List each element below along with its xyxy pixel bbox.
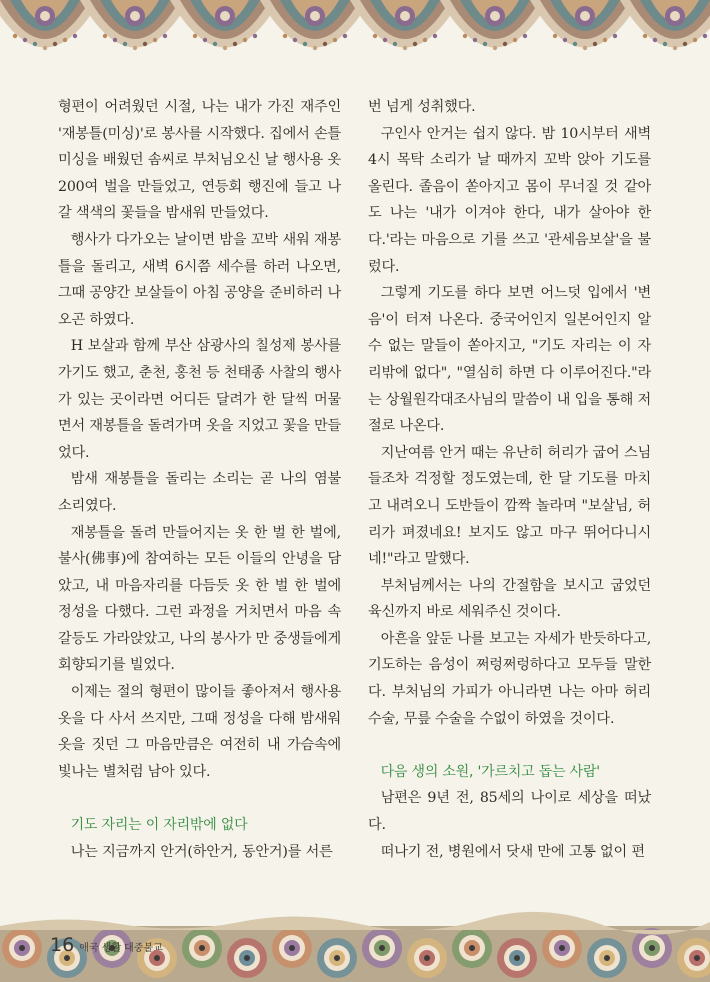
paisley-floral-ornament xyxy=(407,938,447,978)
body-paragraph: 떠나기 전, 병원에서 닷새 만에 고통 없이 편 xyxy=(380,843,645,860)
body-paragraph: 아흔을 앞둔 나를 보고는 자세가 반듯하다고, 기도하는 음성이 쩌렁쩌렁하다고 모두들 말한다. 부처님의 가피가 아니라면 나는 아마 허리 수술, 무릎 수술을 수없이 하였을 것이다. xyxy=(368,630,651,727)
paisley-floral-ornament xyxy=(542,928,582,968)
page-number: 16 xyxy=(50,934,75,956)
body-paragraph: H 보살과 함께 부산 삼광사의 칠성제 봉사를 가기도 했고, 춘천, 홍천 등 천태종 사찰의 행사가 있는 곳이라면 어디든 달려가 한 달씩 머물면서 재봉틀을 돌려가며 옷을 지었고 꽃을 만들었다. xyxy=(58,338,341,461)
paisley-floral-ornament xyxy=(587,938,627,978)
top-mandala-border xyxy=(0,0,710,74)
paisley-floral-ornament xyxy=(2,928,42,968)
section-heading: 다음 생의 소원, '가르치고 돕는 사람' xyxy=(380,763,600,780)
body-paragraph: 밤새 재봉틀을 돌리는 소리는 곧 나의 염불 소리였다. xyxy=(58,471,341,514)
paisley-floral-ornament xyxy=(362,928,402,968)
body-paragraph: 구인사 안거는 쉽지 않다. 밤 10시부터 새벽 4시 목탁 소리가 날 때까지 꼬박 앉아 기도를 올린다. 졸음이 쏟아지고 몸이 무너질 것 같아도 나는 '내가 이겨야 한다, 내가 살아야 한다.'라는 마음으로 기를 쓰고 '관세음보살'을 불렀다. xyxy=(368,125,651,275)
body-paragraph: 지난여름 안거 때는 유난히 허리가 굽어 스님들조차 걱정할 정도였는데, 한 달 기도를 마치고 내려오니 도반들이 깜짝 놀라며 "보살님, 허리가 펴졌네요! 보지도 않고 마구 뛰어다니시네!"라고 말했다. xyxy=(368,444,651,568)
paisley-floral-ornament xyxy=(182,928,222,968)
body-paragraph: 부처님께서는 나의 간절함을 보시고 굽었던 육신까지 바로 세워주신 것이다. xyxy=(368,577,651,621)
body-paragraph: 형편이 어려웠던 시절, 나는 내가 가진 재주인 '재봉틀(미싱)'로 봉사를 시작했다. 집에서 손틀 미싱을 배웠던 솜씨로 부처님오신 날 행사용 옷 200여 벌을 만들었고, 연등회 행진에 들고 나갈 색색의 꽃들을 밤새워 만들었다. xyxy=(58,99,341,222)
body-paragraph: 번 넘게 성취했다. xyxy=(368,99,476,115)
body-paragraph: 그렇게 기도를 하다 보면 어느덧 입에서 '변음'이 터져 나온다. 중국어인지 일본어인지 알 수 없는 말들이 쏟아지고, "기도 자리는 이 자리밖에 없다", "열심히 하면 다 이루어진다."라는 상월원각대조사님의 말씀이 내 입을 통해 저절로 나온다. xyxy=(368,285,651,435)
body-paragraph: 재봉틀을 돌려 만들어지는 옷 한 벌 한 벌에, 불사(佛事)에 참여하는 모든 이들의 안녕을 담았고, 내 마음자리를 다듬듯 옷 한 벌 한 벌에 정성을 다했다. 그런 과정을 거치면서 마음 속 갈등도 가라앉았고, 나의 봉사가 만 중생들에게 회향되기를 빌었다. xyxy=(58,524,341,674)
body-paragraph: 행사가 다가오는 날이면 밤을 꼬박 새워 재봉틀을 돌리고, 새벽 6시쯤 세수를 하러 나오면, 그때 공양간 보살들이 아침 공양을 준비하러 나오곤 하였다. xyxy=(58,231,341,328)
paisley-floral-ornament xyxy=(317,938,357,978)
paisley-floral-ornament xyxy=(227,938,267,978)
paisley-floral-ornament xyxy=(272,928,312,968)
page-footer xyxy=(50,934,163,956)
paisley-floral-ornament xyxy=(497,938,537,978)
right-column xyxy=(368,94,651,865)
body-paragraph: 남편은 9년 전, 85세의 나이로 세상을 떠났다. xyxy=(368,790,651,834)
body-paragraph: 이제는 절의 형편이 많이들 좋아져서 행사용 옷을 다 사서 쓰지만, 그때 정성을 다해 밤새워 옷을 짓던 그 마음만큼은 여전히 내 가슴속에 빛나는 별처럼 남아 있다. xyxy=(58,684,341,780)
section-heading: 기도 자리는 이 자리밖에 없다 xyxy=(70,817,248,834)
paisley-floral-ornament xyxy=(452,928,492,968)
left-column xyxy=(58,94,341,865)
body-paragraph: 나는 지금까지 안거(하안거, 동안거)를 서른 xyxy=(70,843,333,860)
publication-name: 애국 생활 대중불교 xyxy=(79,943,163,954)
